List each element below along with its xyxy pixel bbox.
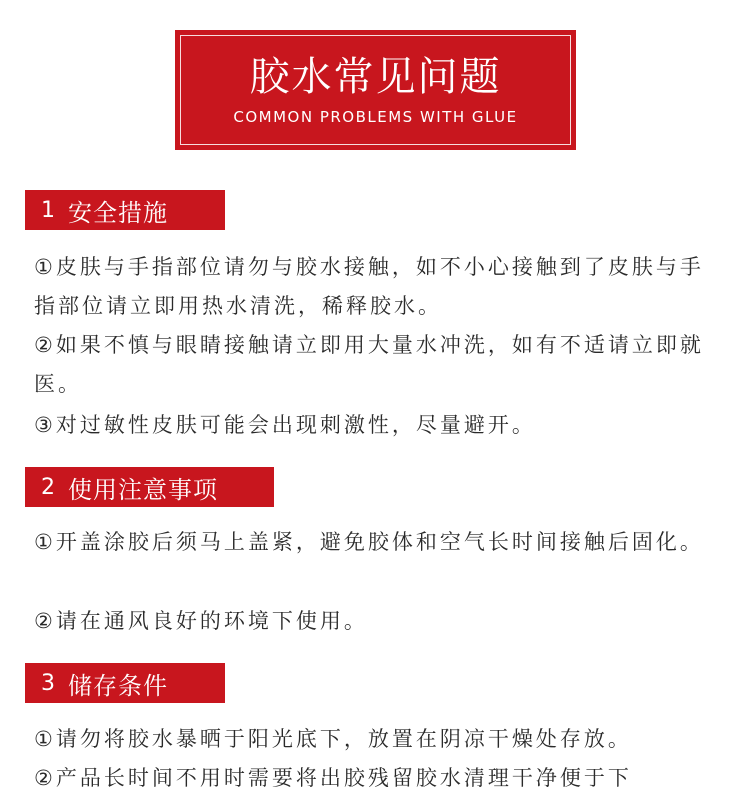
- page-title: 胶水常见问题: [249, 54, 502, 100]
- title-frame: [180, 35, 571, 145]
- section-title: 安全措施: [68, 198, 168, 227]
- list-item: ②请在通风良好的环境下使用。: [34, 609, 368, 633]
- list-item: ②产品长时间不用时需要将出胶残留胶水清理干净便于下: [34, 766, 632, 790]
- title-banner: [175, 30, 576, 150]
- list-item: ③对过敏性皮肤可能会出现刺激性，尽量避开。: [34, 413, 536, 437]
- section-heading-storage: [25, 663, 225, 703]
- list-item: ②如果不慎与眼睛接触请立即用大量水冲洗，如有不适请立即就医。: [34, 333, 704, 396]
- section-number: 2: [41, 474, 56, 500]
- section-heading-usage: [25, 467, 274, 507]
- list-item: ①皮肤与手指部位请勿与胶水接触，如不小心接触到了皮肤与手指部位请立即用热水清洗，稀释胶水。: [34, 255, 704, 318]
- section-title: 储存条件: [68, 671, 168, 700]
- list-item: ①请勿将胶水暴晒于阳光底下，放置在阴凉干燥处存放。: [34, 727, 632, 751]
- section-number: 1: [41, 197, 56, 223]
- section-heading-safety: [25, 190, 225, 230]
- list-item: ①开盖涂胶后须马上盖紧，避免胶体和空气长时间接触后固化。: [34, 530, 704, 554]
- section-title: 使用注意事项: [68, 475, 218, 504]
- page-subtitle: COMMON PROBLEMS WITH GLUE: [233, 108, 518, 126]
- section-number: 3: [41, 670, 56, 696]
